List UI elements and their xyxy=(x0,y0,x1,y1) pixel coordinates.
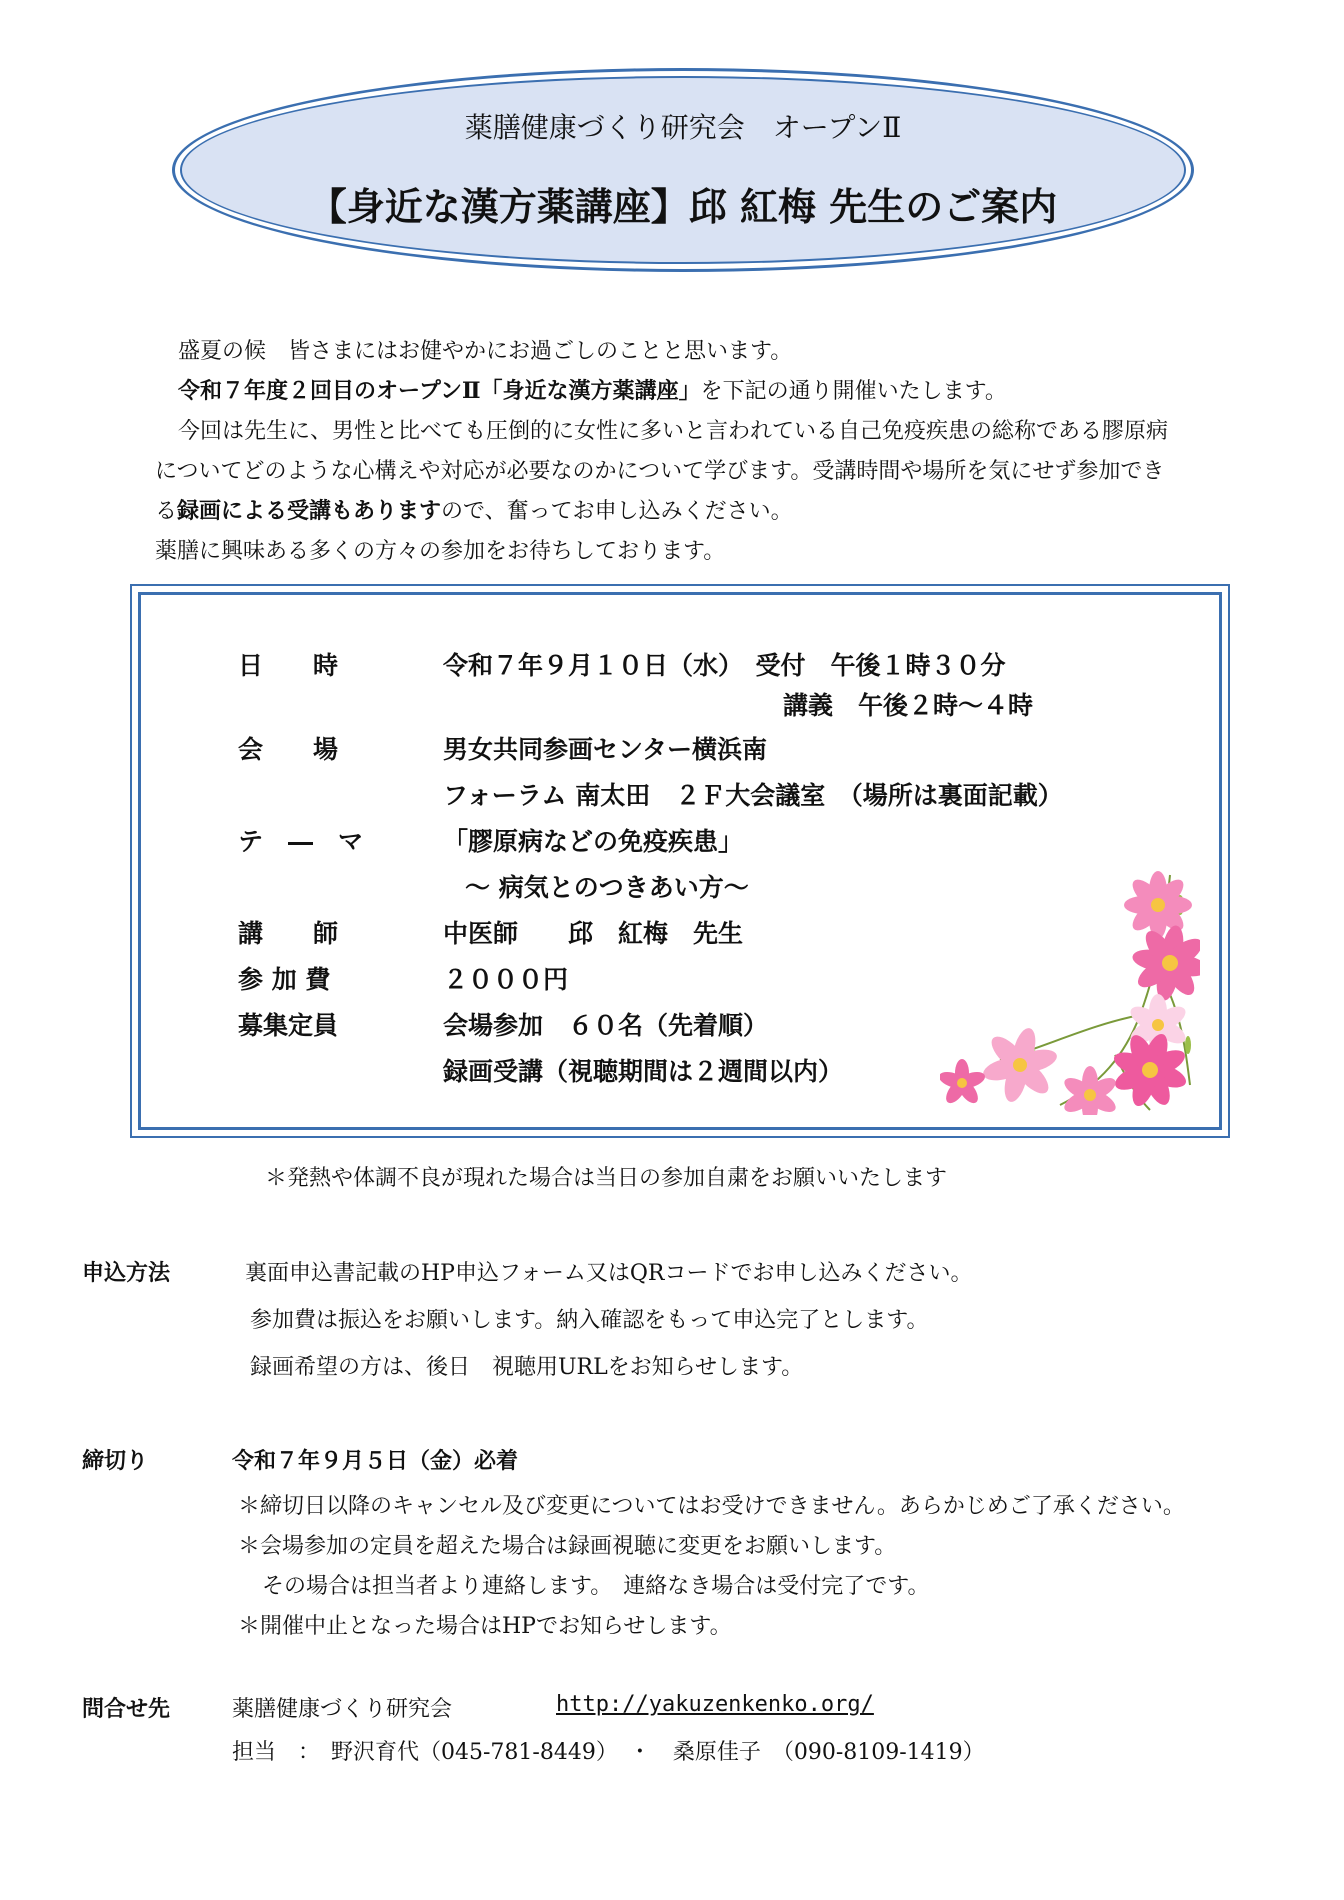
date-value-lecture: 講義 午後２時～４時 xyxy=(783,691,1034,720)
contact-persons: 担当 ： 野沢育代（045-781-8449） ・ 桑原佳子 （090-8109-1419） xyxy=(232,1740,985,1765)
fee-label: 参 加 費 xyxy=(238,965,331,994)
deadline-note-1: ＊締切日以降のキャンセル及び変更についてはお受けできません。あらかじめご了承ください。 xyxy=(238,1494,1185,1519)
header-title: 【身近な漢方薬講座】邱 紅梅 先生のご案内 xyxy=(308,184,1058,229)
date-value: 令和７年９月１０日（水） 受付 午後１時３０分 xyxy=(443,651,1006,680)
capacity-value-recording: 録画受講（視聴期間は２週間以内） xyxy=(443,1057,844,1086)
intro-line-2-bold: 令和７年度２回目のオープンⅡ「身近な漢方薬講座」 xyxy=(178,378,701,404)
intro-line-5 xyxy=(155,494,793,525)
theme-label: テ ― マ xyxy=(238,827,364,856)
header-oval xyxy=(180,76,1186,264)
header-subtitle: 薬膳健康づくり研究会 オープンⅡ xyxy=(464,111,902,144)
application-label: 申込方法 xyxy=(82,1260,171,1286)
intro-line-5-rest: ので、奮ってお申し込みください。 xyxy=(441,499,793,524)
intro-line-5-bold: 録画による受講もあります xyxy=(177,498,442,524)
contact-label: 問合せ先 xyxy=(82,1696,171,1722)
intro-line-1: 盛夏の候 皆さまにはお健やかにお過ごしのことと思います。 xyxy=(178,339,793,364)
fee-value: ２０００円 xyxy=(443,965,569,994)
intro-line-4: についてどのような心構えや対応が必要なのかについて学びます。受講時間や場所を気にせず参加でき xyxy=(155,459,1165,484)
theme-value-sub: ～ 病気とのつきあい方～ xyxy=(465,873,749,902)
venue-value: 男女共同参画センター横浜南 xyxy=(443,735,768,764)
intro-line-5-pre: る xyxy=(155,499,178,524)
venue-label: 会 場 xyxy=(238,735,339,764)
lecturer-label: 講 師 xyxy=(238,919,339,948)
deadline-label: 締切り xyxy=(82,1448,149,1474)
contact-url-link[interactable]: http://yakuzenkenko.org/ xyxy=(556,1692,874,1717)
intro-line-3: 今回は先生に、男性と比べても圧倒的に女性に多いと言われている自己免疫疾患の総称である膠原病 xyxy=(178,419,1169,444)
venue-value-room: フォーラム 南太田 ２Ｆ大会議室 （場所は裏面記載） xyxy=(443,781,1063,810)
health-note: ＊発熱や体調不良が現れた場合は当日の参加自粛をお願いいたします xyxy=(265,1166,948,1191)
deadline-note-4: ＊開催中止となった場合はHPでお知らせします。 xyxy=(238,1614,732,1639)
theme-value: 「膠原病などの免疫疾患」 xyxy=(443,827,744,856)
application-line-3: 録画希望の方は、後日 視聴用URLをお知らせします。 xyxy=(250,1355,804,1380)
application-line-1: 裏面申込書記載のHP申込フォーム又はQRコードでお申し込みください。 xyxy=(245,1261,973,1286)
capacity-value: 会場参加 ６０名（先着順） xyxy=(443,1011,769,1040)
intro-line-2 xyxy=(178,374,1007,405)
date-label: 日 時 xyxy=(238,651,339,680)
capacity-label: 募集定員 xyxy=(238,1011,339,1040)
cosmos-flower-decoration xyxy=(940,845,1200,1115)
deadline-note-2: ＊会場参加の定員を超えた場合は録画視聴に変更をお願いします。 xyxy=(238,1534,897,1559)
deadline-note-3: その場合は担当者より連絡します。 連絡なき場合は受付完了です。 xyxy=(262,1574,930,1599)
contact-org: 薬膳健康づくり研究会 xyxy=(232,1697,453,1722)
application-line-2: 参加費は振込をお願いします。納入確認をもって申込完了とします。 xyxy=(250,1308,929,1333)
deadline-value: 令和７年９月５日（金）必着 xyxy=(232,1448,519,1474)
intro-line-2-rest: を下記の通り開催いたします。 xyxy=(700,379,1007,404)
lecturer-value: 中医師 邱 紅梅 先生 xyxy=(443,919,744,948)
intro-line-6: 薬膳に興味ある多くの方々の参加をお待ちしております。 xyxy=(155,539,726,564)
